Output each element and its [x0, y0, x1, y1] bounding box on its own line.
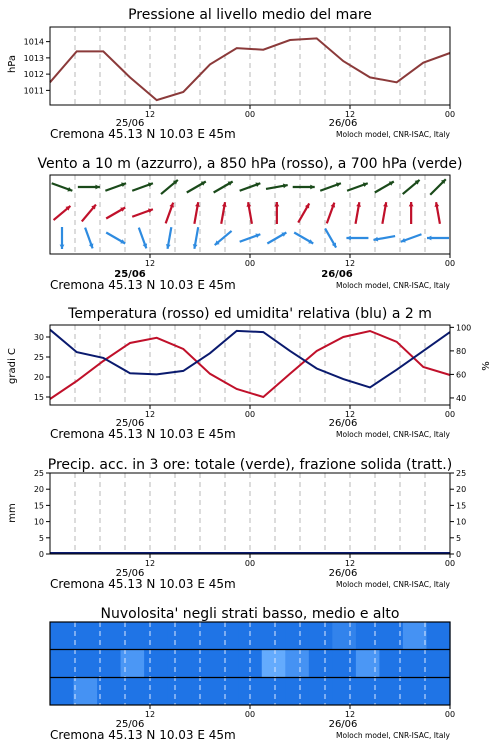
temp-rh-model-credit: Moloch model, CNR-ISAC, Italy	[336, 430, 450, 439]
precip-title: Precip. acc. in 3 ore: totale (verde), frazione solida (tratt.)	[47, 457, 453, 473]
cloud-cell	[144, 622, 168, 650]
precip-location: Cremona 45.13 N 10.03 E 45m	[50, 577, 236, 591]
wind-date-2: 26/06	[321, 269, 353, 280]
cloud-cell	[262, 622, 286, 650]
wind-arrow	[401, 234, 422, 242]
wind-arrow	[214, 182, 233, 193]
y-right-tick-label: 10	[456, 517, 467, 527]
y-right-tick-label: 0	[456, 550, 462, 559]
cloud-panel	[50, 606, 455, 742]
wind-arrow	[106, 208, 125, 219]
cloud-cell	[50, 678, 74, 706]
cloud-cell	[332, 650, 356, 678]
cloud-cell	[191, 622, 215, 650]
wind-model-credit: Moloch model, CNR-ISAC, Italy	[336, 281, 450, 290]
y-right-tick-label: 60	[456, 370, 467, 380]
cloud-cell	[426, 650, 450, 678]
x-tick-label: 12	[144, 559, 156, 568]
cloud-cell	[309, 678, 333, 706]
cloud-date-2: 26/06	[328, 719, 358, 730]
x-tick-label: 12	[344, 410, 356, 419]
precip-ylabel: mm	[7, 503, 18, 523]
wind-arrow	[52, 183, 73, 191]
wind-arrow-head	[409, 202, 414, 206]
wind-arrow	[356, 202, 361, 224]
pressure-location: Cremona 45.13 N 10.03 E 45m	[50, 127, 236, 141]
wind-arrow	[403, 180, 420, 194]
temp-rh-title: Temperatura (rosso) ed umidita' relativa (blu) a 2 m	[68, 306, 432, 322]
precip-yticks-right	[450, 469, 466, 559]
cloud-cell	[309, 650, 333, 678]
x-tick-label: 00	[244, 110, 256, 119]
wind-arrow	[240, 182, 261, 190]
temp-rh-panel	[7, 306, 492, 441]
x-tick-label: 00	[444, 110, 456, 119]
y-tick-label: 15	[33, 393, 44, 402]
cloud-date-1: 25/06	[115, 719, 145, 730]
cloud-cell	[121, 650, 145, 678]
cloud-cell	[50, 650, 74, 678]
y-tick-label: 15	[33, 501, 44, 511]
cloud-cell	[97, 622, 121, 650]
x-tick-label: 00	[444, 559, 456, 568]
cloud-cell	[238, 678, 262, 706]
pressure-xticks	[145, 105, 455, 119]
cloud-cell	[285, 622, 309, 650]
wind-arrow	[382, 202, 387, 224]
wind-arrow	[346, 236, 368, 241]
x-tick-label: 00	[444, 410, 456, 419]
pressure-title: Pressione al livello medio del mare	[128, 7, 372, 23]
wind-arrow-head	[310, 185, 314, 190]
cloud-cell	[191, 650, 215, 678]
wind-arrow	[166, 203, 174, 224]
wind-arrow	[166, 227, 171, 249]
wind-panel	[37, 156, 462, 292]
x-tick-label: 12	[144, 710, 156, 719]
cloud-cell	[356, 678, 380, 706]
wind-arrow	[85, 228, 93, 249]
cloud-cell	[74, 650, 98, 678]
cloud-cell	[144, 678, 168, 706]
pressure-model-credit: Moloch model, CNR-ISAC, Italy	[336, 130, 450, 139]
precip-date-1: 25/06	[115, 568, 145, 579]
wind-arrow	[325, 228, 336, 247]
pressure-date-2: 26/06	[328, 118, 358, 129]
y-tick-label: 0	[38, 550, 44, 559]
cloud-cell	[309, 622, 333, 650]
x-tick-label: 00	[244, 710, 256, 719]
wind-arrow	[266, 183, 288, 188]
x-tick-label: 12	[144, 410, 156, 419]
wind-arrow	[327, 203, 335, 224]
cloud-cell	[97, 678, 121, 706]
cloud-cell	[168, 622, 192, 650]
cloud-xticks	[145, 705, 455, 719]
wind-arrow-head	[427, 236, 431, 241]
cloud-cell	[215, 622, 239, 650]
x-tick-label: 12	[344, 259, 356, 268]
cloud-cell	[97, 650, 121, 678]
cloud-cell	[332, 678, 356, 706]
wind-arrow	[430, 179, 446, 195]
y-tick-label: 30	[33, 333, 44, 342]
y-tick-label: 1014	[23, 37, 44, 47]
wind-title: Vento a 10 m (azzurro), a 850 hPa (rosso), a 700 hPa (verde)	[37, 156, 463, 172]
cloud-cell	[379, 678, 403, 706]
cloud-cell	[356, 622, 380, 650]
y-tick-label: 5	[38, 533, 44, 543]
y-tick-label: 10	[33, 517, 44, 527]
wind-arrow	[375, 182, 394, 193]
cloud-cell	[74, 622, 98, 650]
cloud-cell	[121, 622, 145, 650]
x-tick-label: 00	[444, 710, 456, 719]
wind-arrow-head	[60, 245, 65, 249]
y-right-tick-label: 15	[456, 501, 467, 511]
rh-ylabel: %	[481, 361, 492, 371]
cloud-cell	[426, 678, 450, 706]
x-tick-label: 00	[444, 259, 456, 268]
cloud-cell	[403, 622, 427, 650]
cloud-cell	[426, 622, 450, 650]
precip-yticks	[34, 469, 50, 559]
wind-arrow	[246, 202, 251, 224]
cloud-cell	[285, 678, 309, 706]
y-right-tick-label: 20	[456, 485, 467, 495]
cloud-cell	[74, 678, 98, 706]
temp-ylabel: gradi C	[7, 348, 18, 384]
wind-arrow	[105, 182, 126, 190]
x-tick-label: 00	[244, 410, 256, 419]
cloud-cell	[403, 650, 427, 678]
x-tick-label: 12	[144, 259, 156, 268]
wind-arrow	[78, 185, 100, 190]
cloud-model-credit: Moloch model, CNR-ISAC, Italy	[336, 731, 450, 740]
x-tick-label: 12	[344, 110, 356, 119]
pressure-ylabel: hPa	[7, 54, 18, 74]
temp-rh-location: Cremona 45.13 N 10.03 E 45m	[50, 427, 236, 441]
wind-arrow	[187, 182, 206, 193]
wind-arrow	[320, 182, 341, 190]
x-tick-label: 12	[344, 559, 356, 568]
temp-rh-date-2: 26/06	[328, 418, 358, 429]
wind-arrow	[434, 202, 439, 224]
y-tick-label: 1011	[23, 86, 44, 96]
wind-arrow	[139, 228, 147, 249]
wind-arrow	[60, 227, 65, 249]
y-right-tick-label: 25	[456, 469, 467, 478]
y-tick-label: 20	[33, 485, 44, 495]
wind-vectors	[52, 179, 449, 249]
cloud-cell	[121, 678, 145, 706]
y-tick-label: 25	[33, 353, 44, 362]
wind-location: Cremona 45.13 N 10.03 E 45m	[50, 278, 236, 292]
cloud-cell	[285, 650, 309, 678]
x-tick-label: 12	[344, 710, 356, 719]
cloud-location: Cremona 45.13 N 10.03 E 45m	[50, 728, 236, 742]
wind-arrow	[132, 182, 153, 190]
y-right-tick-label: 100	[456, 323, 472, 333]
cloud-cell	[262, 678, 286, 706]
wind-arrow	[293, 185, 315, 190]
wind-arrow	[82, 205, 96, 222]
cloud-cell	[403, 678, 427, 706]
x-tick-label: 00	[244, 559, 256, 568]
cloud-cell	[168, 678, 192, 706]
pressure-yticks	[24, 38, 50, 96]
precip-xticks	[145, 554, 455, 568]
pressure-grid	[75, 27, 425, 105]
wind-date-1: 25/06	[114, 269, 146, 280]
pressure-date-1: 25/06	[115, 118, 145, 129]
wind-arrow	[427, 236, 449, 241]
wind-arrow	[193, 227, 198, 249]
temp-rh-date-1: 25/06	[115, 418, 145, 429]
cloud-cell	[356, 650, 380, 678]
cloud-cell	[215, 678, 239, 706]
y-tick-label: 20	[33, 373, 44, 382]
cloud-cell	[191, 678, 215, 706]
wind-arrow	[409, 202, 414, 224]
wind-xticks	[145, 254, 455, 268]
y-right-tick-label: 5	[456, 533, 462, 543]
x-tick-label: 12	[144, 110, 156, 119]
cloud-cell	[215, 650, 239, 678]
wind-arrow	[221, 202, 226, 224]
y-tick-label: 1012	[23, 70, 44, 80]
wind-arrow	[215, 231, 232, 245]
cloud-cell	[262, 650, 286, 678]
y-right-tick-label: 80	[456, 346, 467, 356]
cloud-title: Nuvolosita' negli strati basso, medio e alto	[100, 606, 400, 622]
cloud-cell	[332, 622, 356, 650]
wind-arrow-head	[95, 185, 99, 190]
precip-model-credit: Moloch model, CNR-ISAC, Italy	[336, 580, 450, 589]
y-right-tick-label: 40	[456, 393, 467, 403]
cloud-cell	[144, 650, 168, 678]
y-tick-label: 25	[33, 469, 44, 478]
cloud-cell	[50, 622, 74, 650]
cloud-cell	[168, 650, 192, 678]
precip-date-2: 26/06	[328, 568, 358, 579]
wind-arrow-head	[346, 236, 350, 241]
pressure-panel	[7, 7, 455, 141]
wind-arrow	[294, 233, 313, 244]
wind-arrow	[267, 233, 286, 244]
x-tick-label: 00	[244, 259, 256, 268]
temp-rh-xticks	[145, 405, 455, 419]
y-tick-label: 1013	[23, 53, 44, 63]
wind-arrow	[373, 236, 395, 241]
precip-grid	[75, 473, 425, 554]
wind-arrow	[106, 233, 125, 244]
wind-arrow	[54, 206, 71, 220]
wind-arrow	[194, 202, 199, 224]
precip-panel	[7, 457, 466, 591]
